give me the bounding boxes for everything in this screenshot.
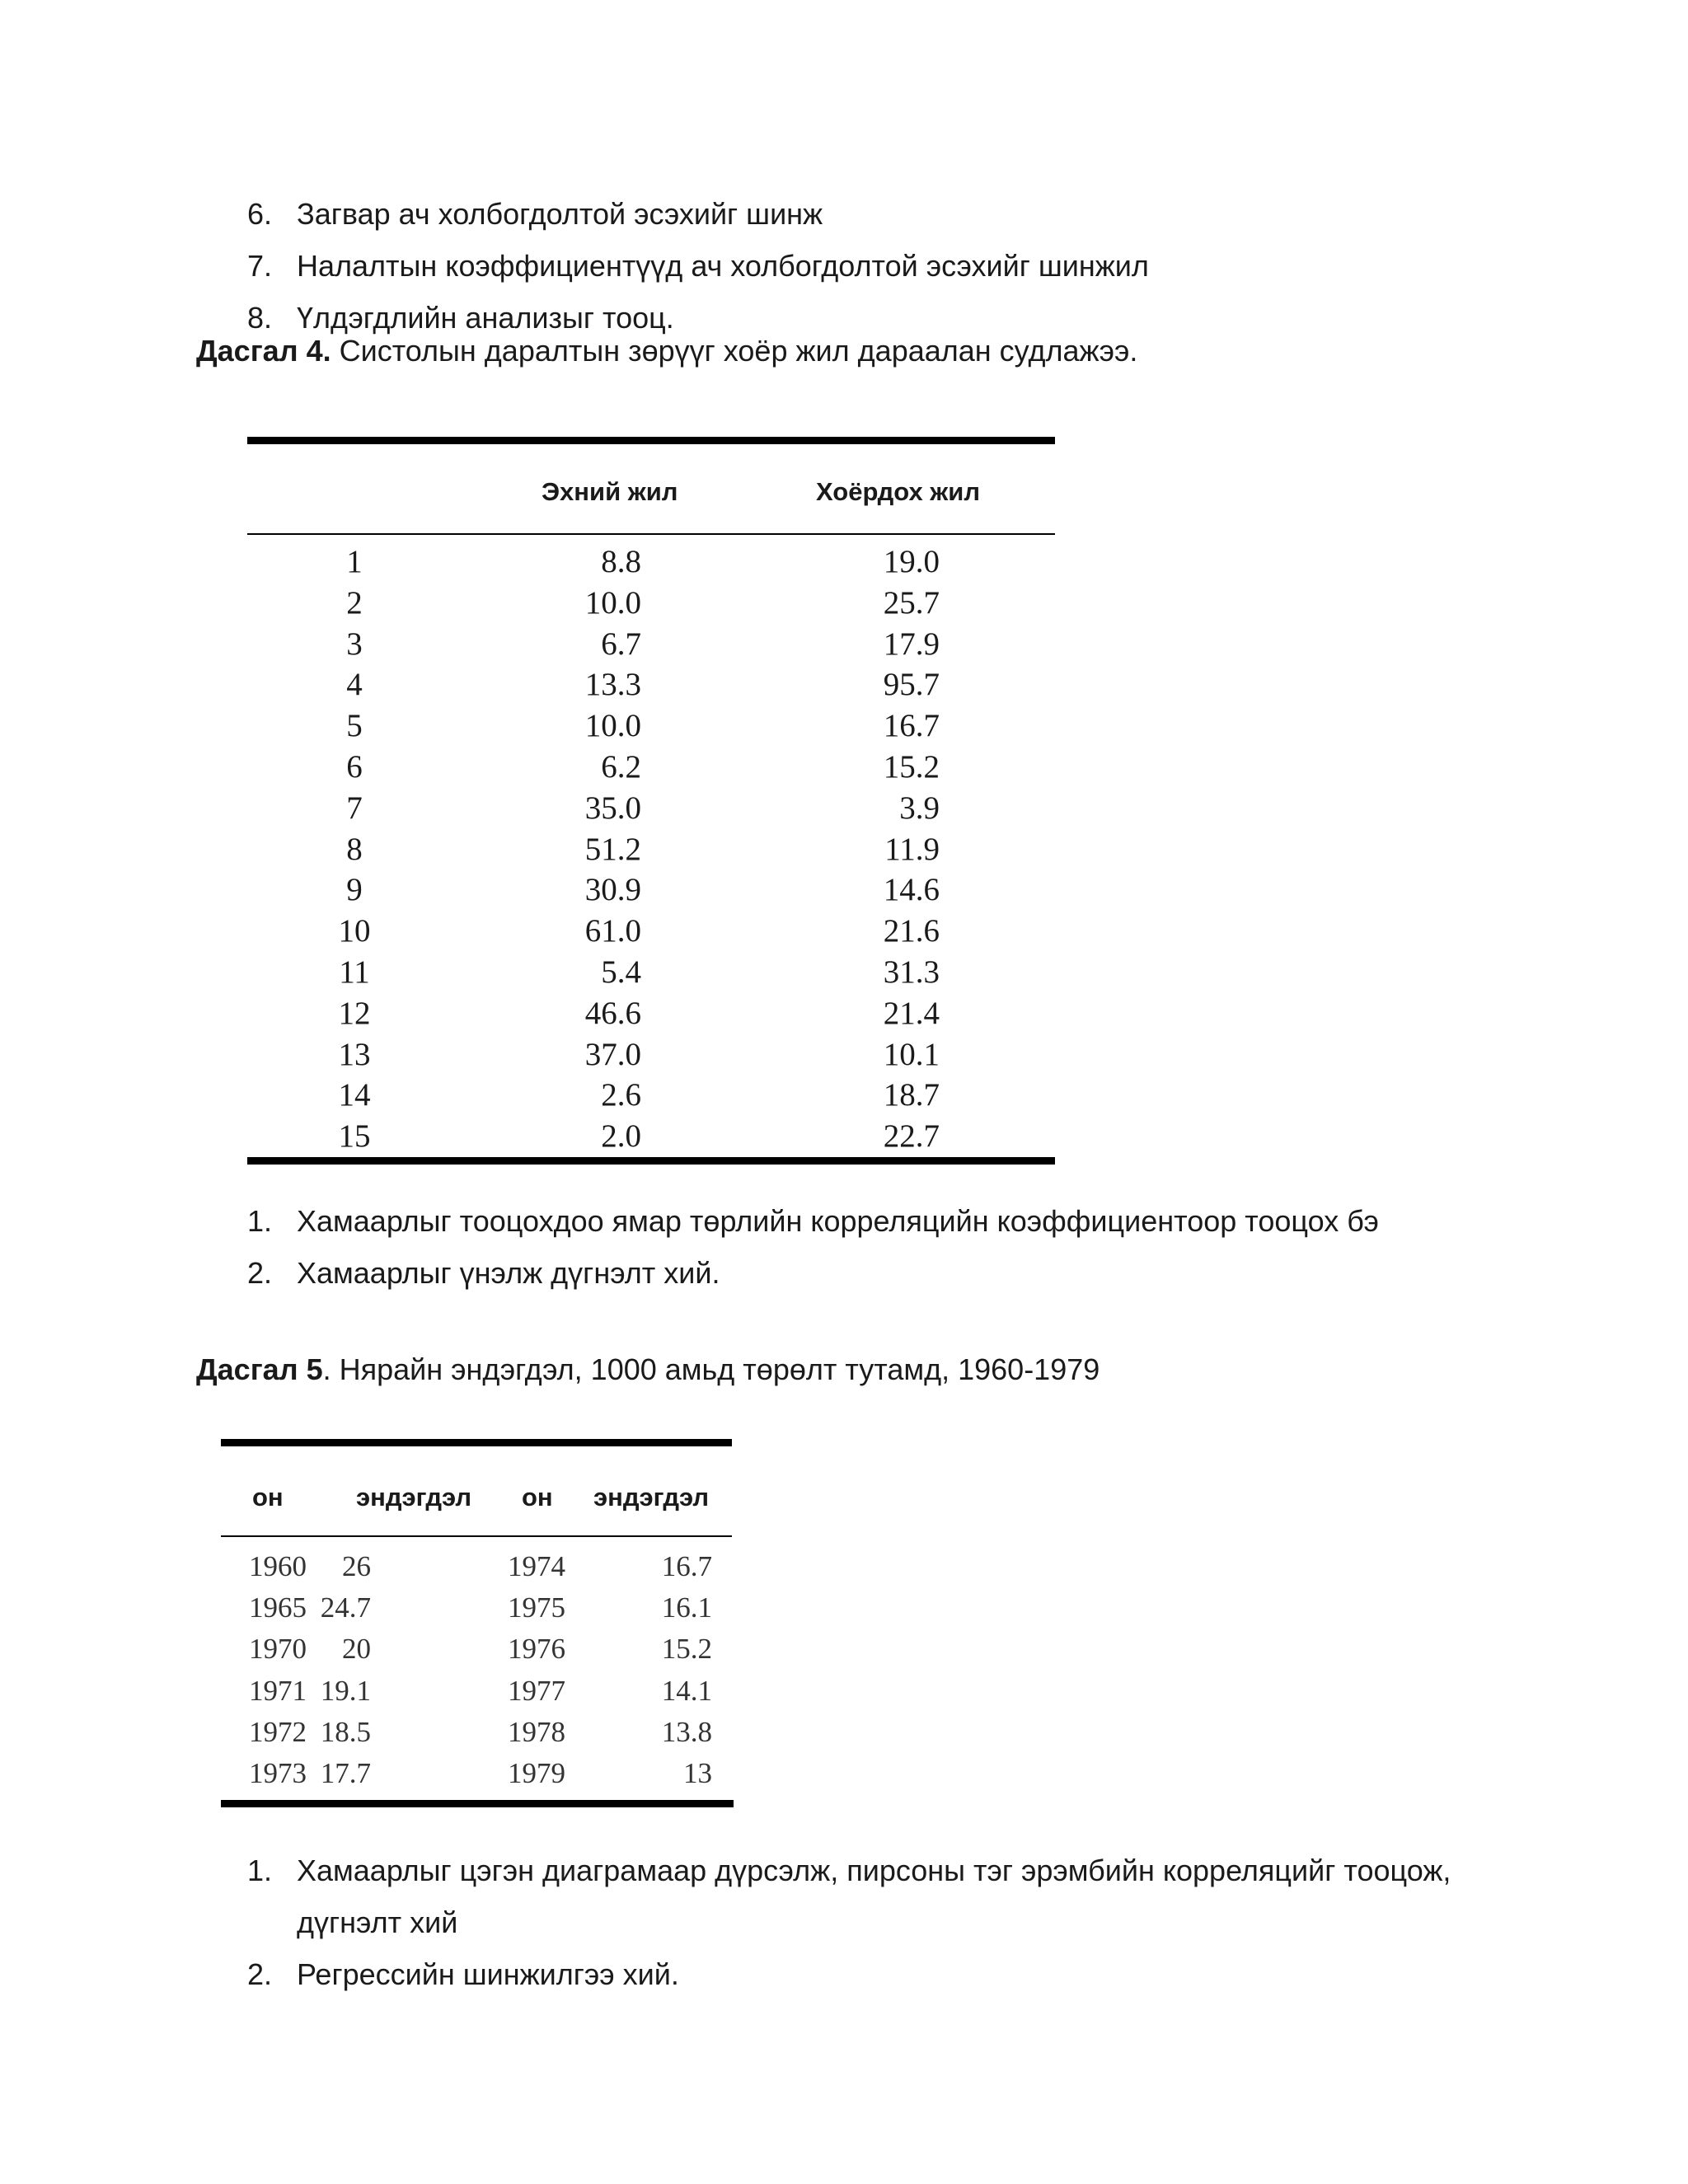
exercise5-heading [196,1350,1100,1390]
second-year-value: 18.7 [883,1077,940,1113]
mortality-value: 24.7 [320,1591,371,1624]
table-row [247,868,1055,909]
header-year-1: он [252,1483,284,1511]
table-body [221,1537,732,1795]
table-row [221,1547,732,1588]
year-value: 1970 [249,1633,307,1666]
table-row [247,1114,1055,1155]
table-top-rule [221,1439,732,1446]
second-year-value: 14.6 [883,872,940,908]
table-row [247,827,1055,869]
first-year-value: 61.0 [584,913,641,949]
list-item: 1. Хамаарлыг цэгэн диаграмаар дүрсэлж, пирсоны тэг эрэмбийн корреляцийг тооцож, дүгнэлт хий [247,1854,1451,1939]
first-year-value: 8.8 [601,544,641,579]
table-row [247,786,1055,827]
exercise4-text: Систолын даралтын зөрүүг хоёр жил дараалан судлажээ. [331,334,1138,368]
list-item: 2. Хамаарлыг үнэлж дүгнэлт хий. [247,1256,720,1290]
second-year-value: 11.9 [884,831,940,867]
year-value: 1976 [508,1633,565,1666]
row-number: 1 [346,544,363,579]
year-value: 1973 [249,1756,307,1789]
table-row [247,540,1055,581]
table-row [247,950,1055,991]
row-number: 14 [338,1077,371,1113]
table-row [247,1073,1055,1114]
table-row [221,1629,732,1671]
second-year-value: 10.1 [883,1036,940,1072]
year-value: 1960 [249,1550,307,1582]
header-mortality-1: эндэгдэл [356,1483,472,1511]
first-year-value: 37.0 [584,1036,641,1072]
list-item: 7. Налалтын коэффициентүүд ач холбогдолтой эсэхийг шинжил [247,249,1149,283]
first-year-value: 35.0 [584,790,641,826]
row-number: 4 [346,667,363,703]
second-year-value: 21.6 [883,913,940,949]
first-year-value: 30.9 [584,872,641,908]
table-header [247,444,1055,535]
mortality-value: 13.8 [661,1715,712,1748]
second-year-value: 19.0 [883,544,940,579]
mortality-value: 14.1 [661,1674,712,1707]
infant-mortality-table [221,1439,732,1807]
table-row [247,622,1055,663]
row-number: 7 [346,790,363,826]
table-row [247,1033,1055,1074]
list-item: 1. Хамаарлыг тооцохдоо ямар төрлийн корреляцийн коэффициентоор тооцох бэ [247,1204,1379,1238]
row-number: 11 [339,954,370,990]
first-year-value: 51.2 [584,831,641,867]
table-header [221,1446,732,1537]
table-row [247,581,1055,622]
table-row [247,909,1055,950]
row-number: 10 [338,913,371,949]
row-number: 12 [338,995,371,1031]
header-first-year: Эхний жил [542,477,678,506]
year-value: 1978 [508,1715,565,1748]
table-row [247,663,1055,704]
list-item: 6. Загвар ач холбогдолтой эсэхийг шинж [247,197,823,231]
row-number: 13 [338,1036,371,1072]
first-year-value: 5.4 [601,954,641,990]
row-number: 9 [346,872,363,908]
first-year-value: 2.0 [601,1118,641,1155]
list-exercise4 [247,1195,1379,1299]
first-year-value: 13.3 [584,667,641,703]
list-exercise5 [247,1844,1451,2000]
exercise4-heading [196,331,1137,371]
second-year-value: 22.7 [883,1118,940,1155]
table-row [221,1754,732,1795]
second-year-value: 21.4 [883,995,940,1031]
table-row [221,1713,732,1754]
header-second-year: Хоёрдох жил [816,477,981,506]
year-value: 1972 [249,1715,307,1748]
mortality-value: 13 [683,1756,712,1789]
first-year-value: 10.0 [584,584,641,621]
exercise4-label: Дасгал 4. [196,334,331,368]
row-number: 3 [346,626,363,662]
exercise5-label: Дасгал 5 [196,1352,323,1386]
list-item: 8. Үлдэгдлийн анализыг тооц. [247,301,674,335]
blood-pressure-table [247,437,1055,1165]
table-row [247,745,1055,786]
mortality-value: 17.7 [320,1756,371,1789]
year-value: 1977 [508,1674,565,1707]
first-year-value: 6.7 [601,626,641,662]
row-number: 5 [346,708,363,744]
table-top-rule [247,437,1055,444]
year-value: 1974 [508,1550,565,1582]
mortality-value: 19.1 [320,1674,371,1707]
list-top [247,188,1149,344]
second-year-value: 16.7 [883,708,940,744]
second-year-value: 31.3 [883,954,940,990]
mortality-value: 16.7 [661,1550,712,1582]
second-year-value: 15.2 [883,748,940,785]
table-row [221,1588,732,1629]
first-year-value: 2.6 [601,1077,641,1113]
mortality-value: 15.2 [661,1633,712,1666]
list-item: 2. Регрессийн шинжилгээ хий. [247,1957,679,1991]
row-number: 15 [338,1118,371,1155]
second-year-value: 95.7 [883,667,940,703]
first-year-value: 10.0 [584,708,641,744]
first-year-value: 46.6 [584,995,641,1031]
table-bottom-rule [247,1157,1055,1165]
first-year-value: 6.2 [601,748,641,785]
table-bottom-rule [221,1800,734,1807]
year-value: 1971 [249,1674,307,1707]
table-row [247,991,1055,1033]
table-body [247,535,1055,1155]
mortality-value: 18.5 [320,1715,371,1748]
year-value: 1975 [508,1591,565,1624]
header-year-2: он [522,1483,553,1511]
second-year-value: 25.7 [883,584,940,621]
mortality-value: 16.1 [661,1591,712,1624]
table-row [247,704,1055,745]
second-year-value: 3.9 [899,790,940,826]
year-value: 1979 [508,1756,565,1789]
row-number: 2 [346,584,363,621]
exercise5-text: . Нярайн эндэгдэл, 1000 амьд төрөлт тутамд, 1960-1979 [322,1352,1100,1386]
header-mortality-2: эндэгдэл [593,1483,710,1511]
row-number: 6 [346,748,363,785]
mortality-value: 26 [342,1550,371,1582]
second-year-value: 17.9 [883,626,940,662]
mortality-value: 20 [342,1633,371,1666]
table-row [221,1671,732,1713]
year-value: 1965 [249,1591,307,1624]
row-number: 8 [346,831,363,867]
